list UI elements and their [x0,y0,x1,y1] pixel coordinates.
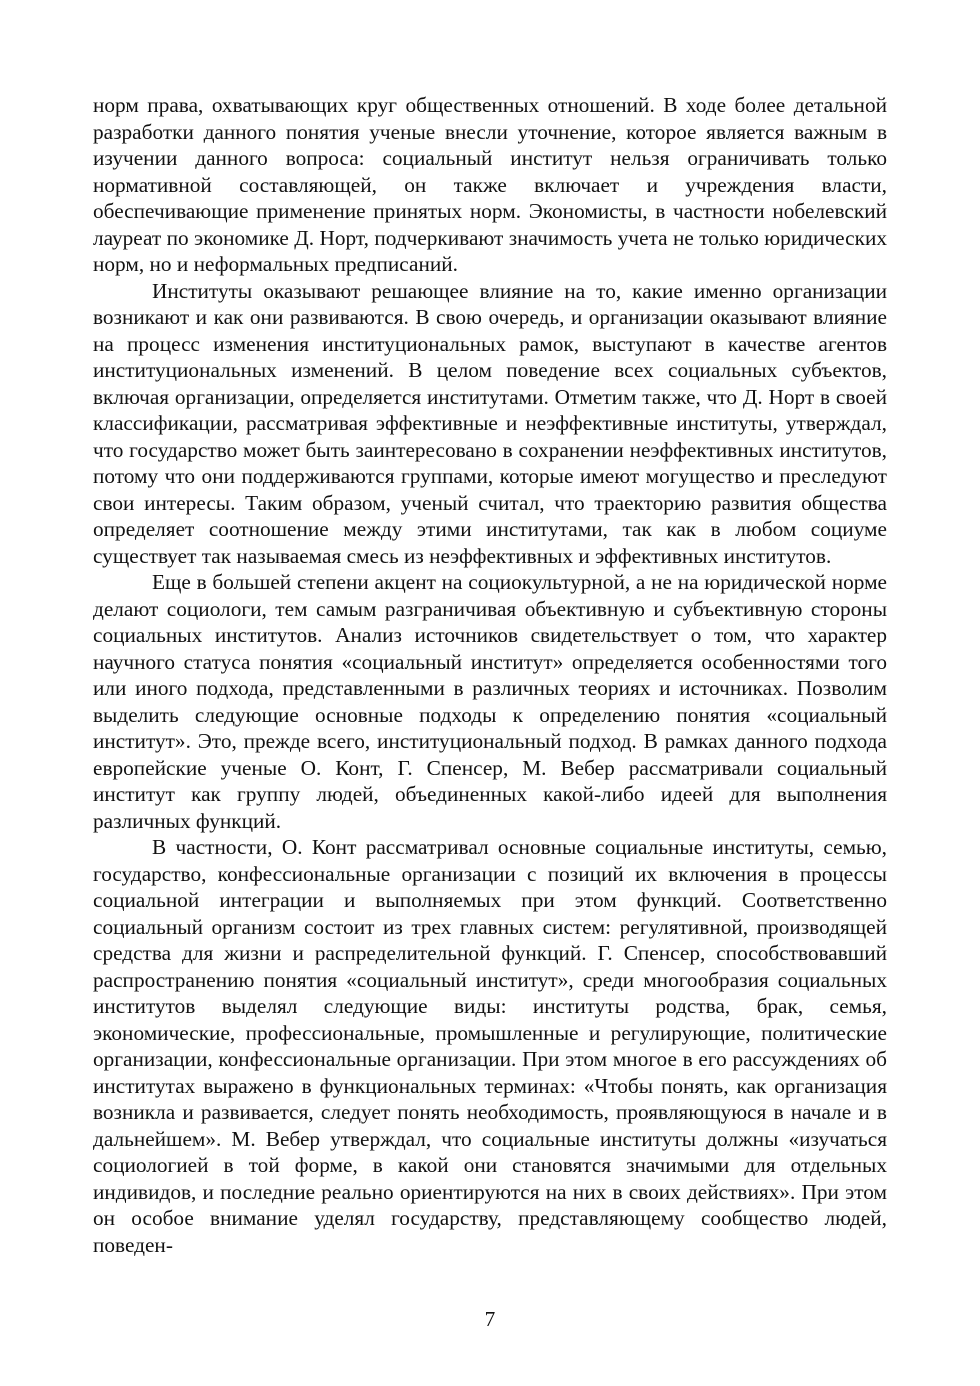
paragraph-4: В частности, О. Конт рассматривал основные социальные институты, семью, государство, конфессиональные организации с позиций их включения в процессы социальной интеграции и выполняемых при этом функций. Соответственно социальный организм состоит из трех главных систем: регулятивной, производящей средства для жизни и распределительной функций. Г. Спенсер, способствовавший распространению понятия «социальный институт», среди многообразия социальных институтов выделял следующие виды: институты родства, брак, семья, экономические, профессиональные, промышленные и регулирующие, политические организации, конфессиональные организации. При этом многое в его рассуждениях об институтах выражено в функциональных терминах: «Чтобы понять, как организация возникла и развивается, следует понять необходимость, проявляющуюся в начале и в дальнейшем». М. Вебер утверждал, что социальные институты должны «изучаться социологией в той форме, в какой они становятся значимыми для отдельных индивидов, и последние реально ориентируются на них в своих действиях». При этом он особое внимание уделял государству, представляющему сообщество людей, поведен- [93,835,887,1257]
page-body [93,92,887,1258]
paragraph-3: Еще в большей степени акцент на социокультурной, а не на юридической норме делают социологи, тем самым разграничивая объективную и субъективную стороны социальных институтов. Анализ источников свидетельствует о том, что характер научного статуса понятия «социальный институт» определяется особенностями того или иного подхода, представленными в различных теориях и источниках. Позволим выделить следующие основные подходы к определению понятия «социальный институт». Это, прежде всего, институциональный подход. В рамках данного подхода европейские ученые О. Конт, Г. Спенсер, М. Вебер рассматривали социальный институт как группу людей, объединенных какой-либо идеей для выполнения различных функций. [93,570,887,833]
page-number: 7 [484,1307,496,1331]
paragraph-2: Институты оказывают решающее влияние на то, какие именно организации возникают и как они развиваются. В свою очередь, и организации оказывают влияние на процесс изменения институциональных рамок, выступают в качестве агентов институциональных изменений. В целом поведение всех социальных субъектов, включая организации, определяется институтами. Отметим также, что Д. Норт в своей классификации, рассматривая эффективные и неэффективные институты, утверждал, что государство может быть заинтересовано в сохранении неэффективных институтов, потому что они поддерживаются группами, которые имеют могущество и преследуют свои интересы. Таким образом, ученый считал, что траекторию развития общества определяет соотношение между этими институтами, так как в любом социуме существует так называемая смесь из неэффективных и эффективных институтов. [93,278,887,568]
paragraph-1: норм права, охватывающих круг общественных отношений. В ходе более детальной разработки данного понятия ученые внесли уточнение, которое является важным в изучении данного вопроса: социальный институт нельзя ограничивать только нормативной составляющей, он также включает и учреждения власти, обеспечивающие применение принятых норм. Экономисты, в частности нобелевский лауреат по экономике Д. Норт, подчеркивают значимость учета не только юридических норм, но и неформальных предписаний. [93,93,887,276]
